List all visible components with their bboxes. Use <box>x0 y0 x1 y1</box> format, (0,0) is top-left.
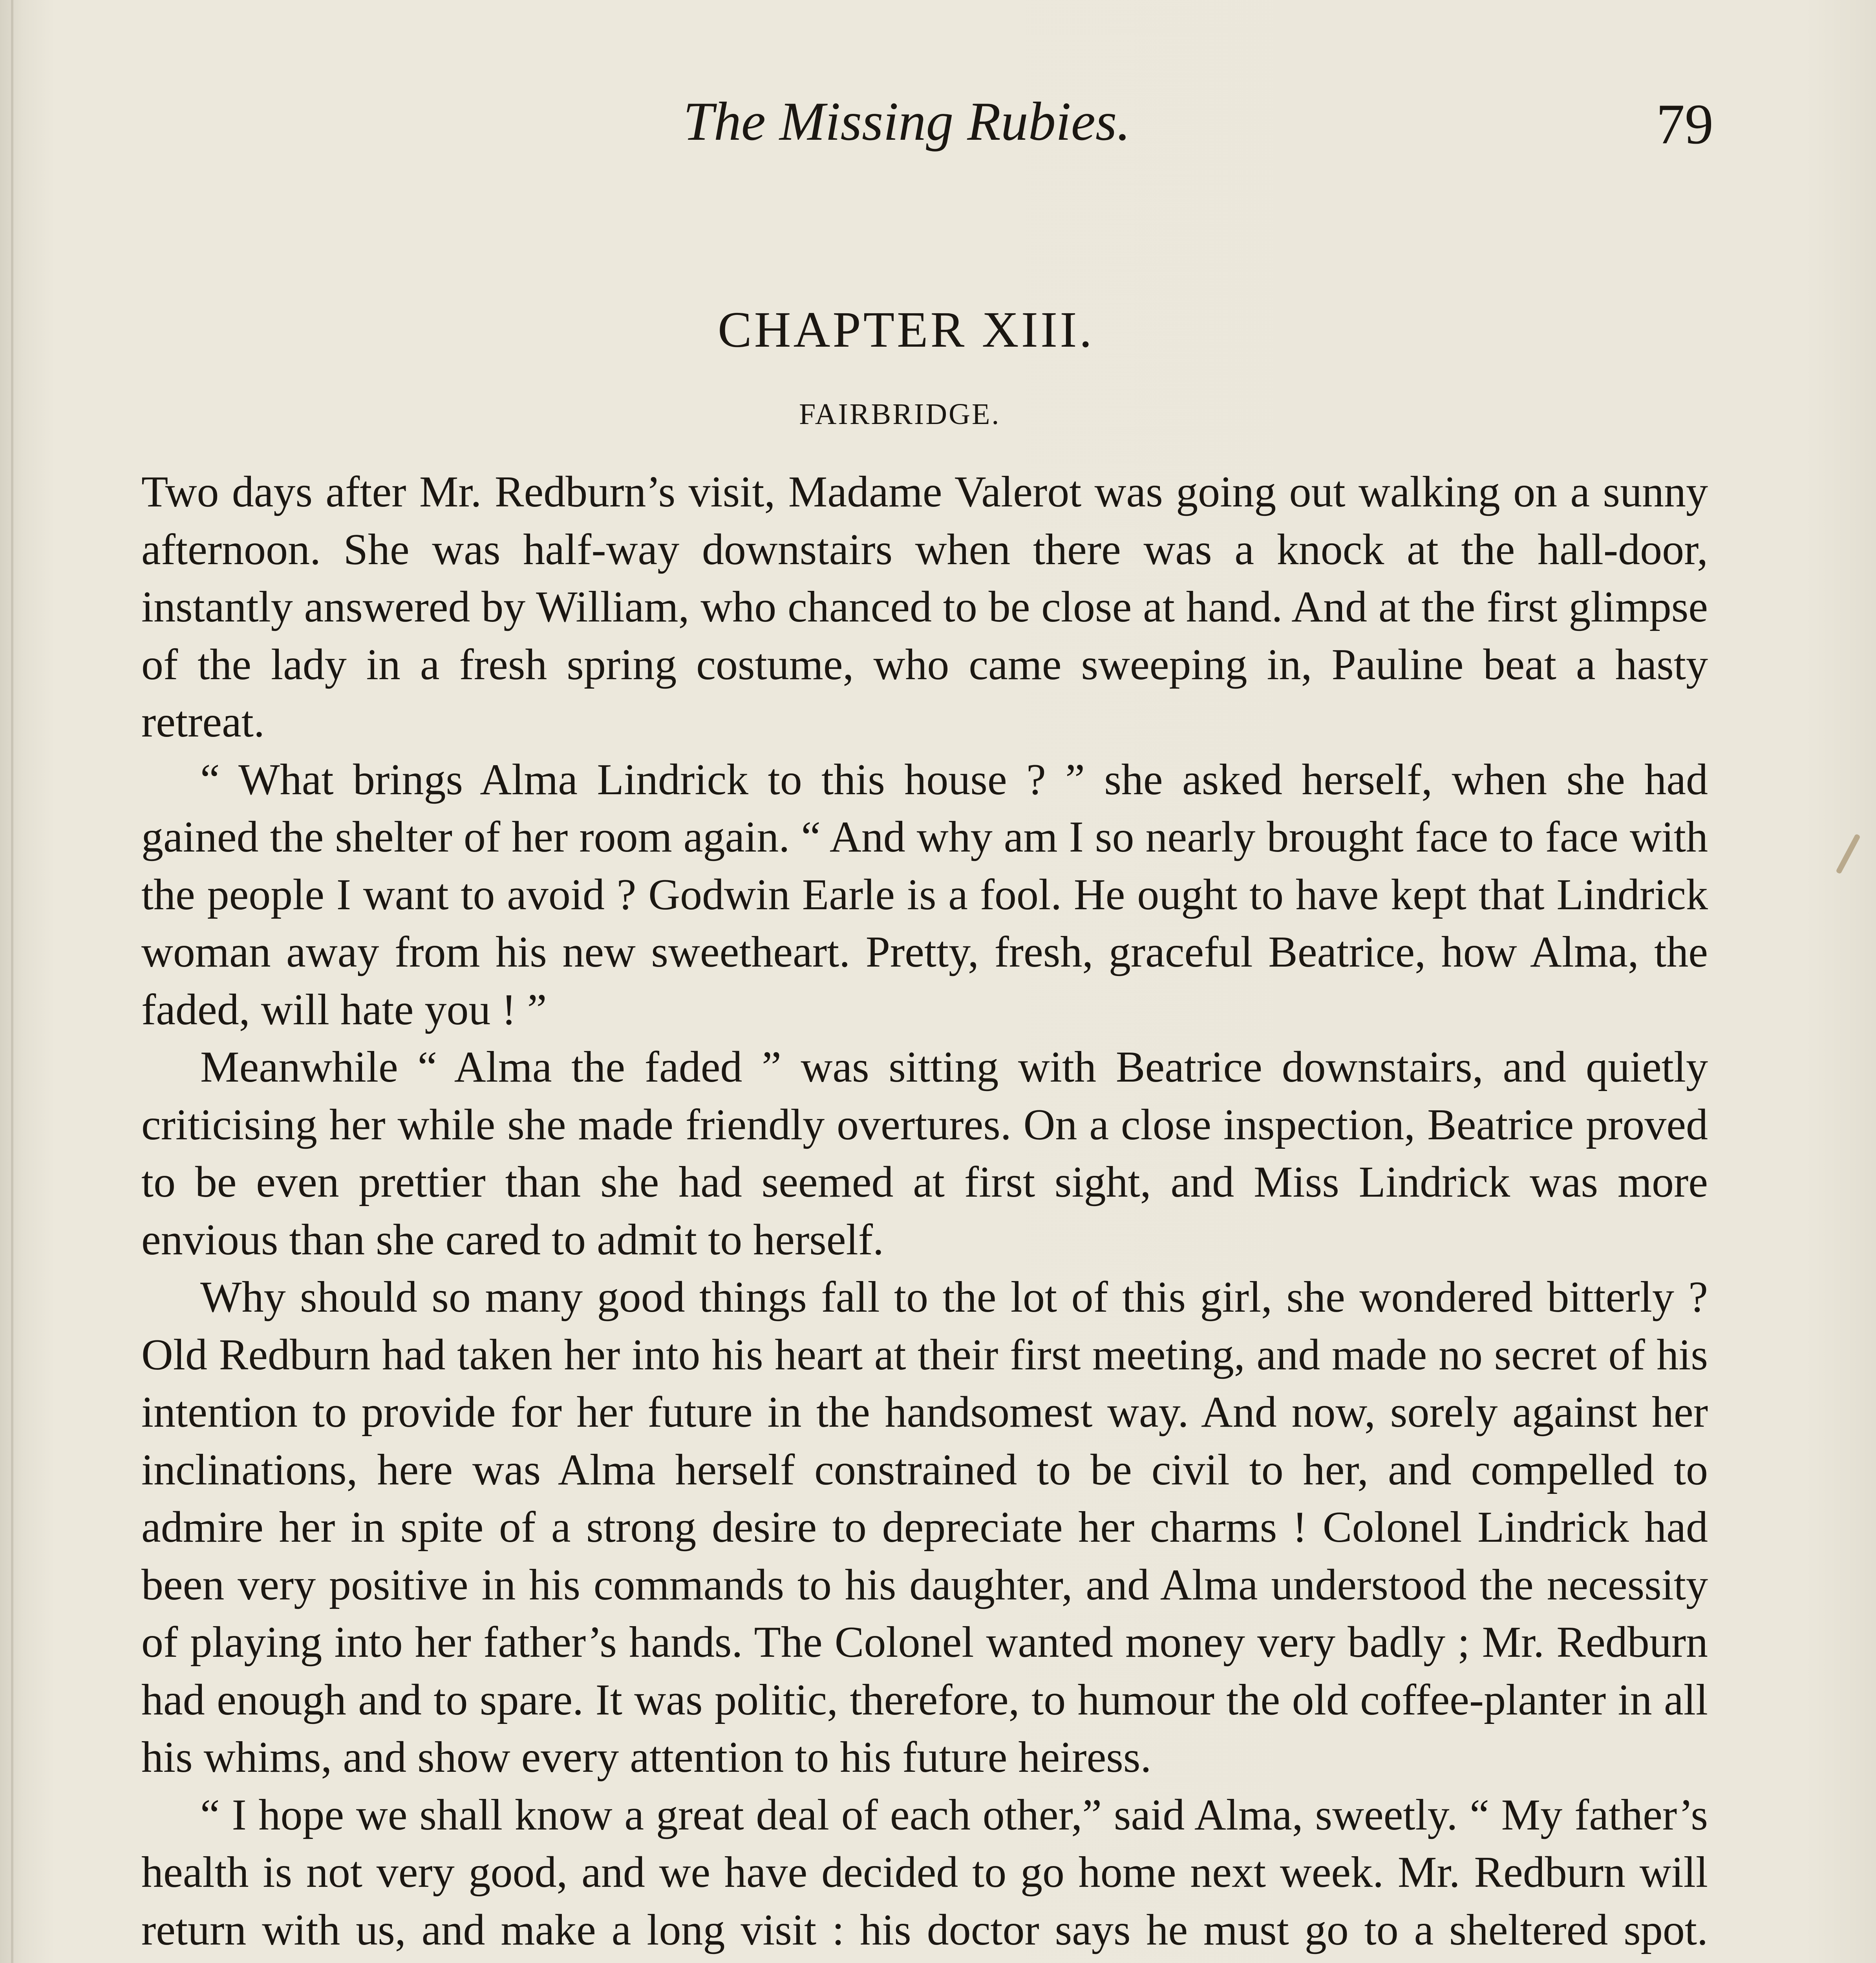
paragraph: “ I hope we shall know a great deal of each other,” said Alma, sweetly. “ My father’s health is not very good, and we have decided to go home next week. Mr. Redburn will return with us, and make a long visit : his doctor says he must go to a sheltered spot. <box>141 1790 1708 1954</box>
running-head: The Missing Rubies. <box>683 91 1131 152</box>
paragraph: Meanwhile “ Alma the faded ” was sitting with Beatrice downstairs, and quietly criticising her while she made friendly overtures. On a close inspection, Beatrice proved to be even prettier than she had seemed at first sight, and Miss Lindrick was more envious than she cared to admit to herself. <box>141 1043 1708 1264</box>
page-number: 79 <box>1656 92 1713 156</box>
paragraph: “ What brings Alma Lindrick to this house ? ” she asked herself, when she had gained the shelter of her room again. “ And why am I so nearly brought face to face with the people I want to avoid ? Godwin Earle is a fool. He ought to have kept that Lindrick woman away from his new sweetheart. Pretty, fresh, graceful Beatrice, how Alma, the faded, will hate you ! ” <box>141 755 1708 1034</box>
body-text <box>141 463 1708 1963</box>
paragraph: Two days after Mr. Redburn’s visit, Madame Valerot was going out walking on a sunny afternoon. She was half-way downstairs when there was a knock at the hall-door, instantly answered by William, who chanced to be close at hand. And at the first glimpse of the lady in a fresh spring costume, who came sweeping in, Pauline beat a hasty retreat. <box>141 468 1708 746</box>
page-gutter <box>11 0 13 1963</box>
pencil-mark <box>1836 833 1861 874</box>
paragraph: Why should so many good things fall to the lot of this girl, she wondered bitterly ? Old Redburn had taken her into his heart at their first meeting, and made no secret of his intention to provide for her future in the handsomest way. And now, sorely against her inclinations, here was Alma herself constrained to be civil to her, and compelled to admire her in spite of a strong desire to depreciate her charms ! Colonel Lindrick had been very positive in his commands to his daughter, and Alma understood the necessity of playing into her father’s hands. The Colonel wanted money very badly ; Mr. Redburn had enough and to spare. It was politic, therefore, to humour the old coffee-planter in all his whims, and show every attention to his future heiress. <box>141 1273 1708 1782</box>
chapter-title: CHAPTER XIII. <box>718 302 1095 358</box>
chapter-subtitle: FAIRBRIDGE. <box>799 398 1001 431</box>
